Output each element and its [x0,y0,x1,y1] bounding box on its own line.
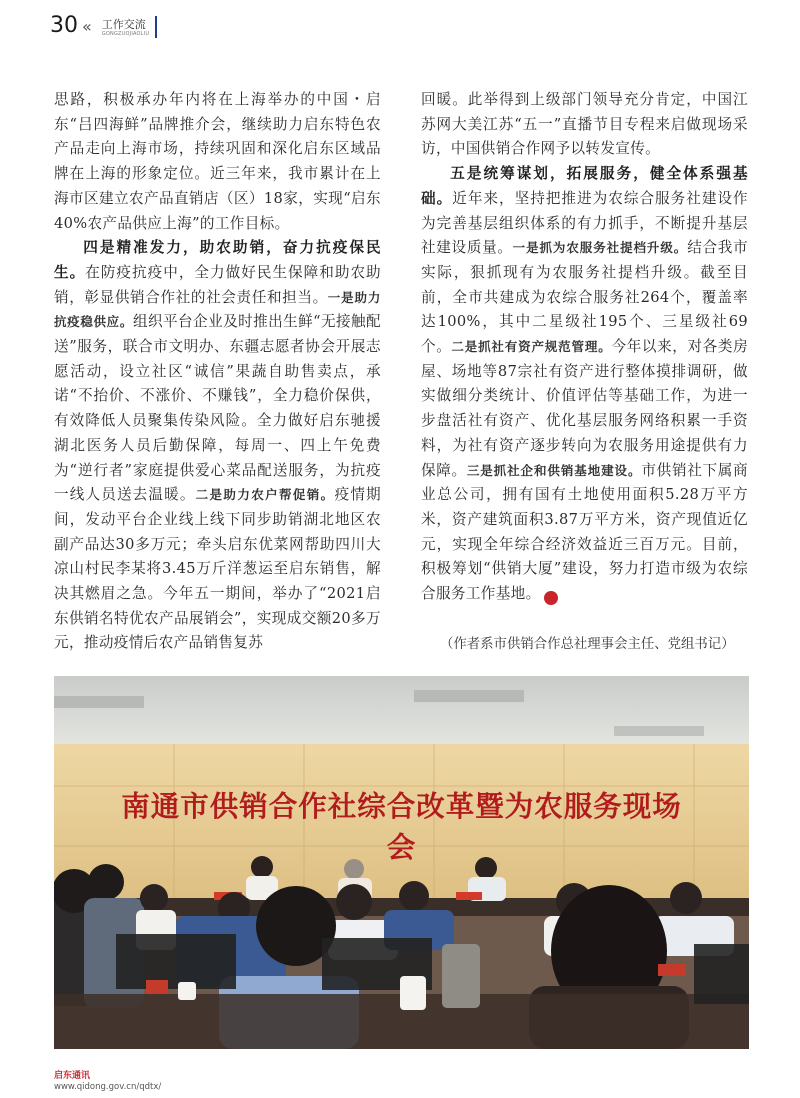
paragraph-text: 疫情期间，发动平台企业线上线下同步助销湖北地区农副产品达30多万元；牵头启东优菜网帮助四川大凉山村民李某将3.45万斤洋葱运至启东销售，解决其燃眉之急。今年五一期间，举办了“2021启东供销名特优农产品展销会”，实现成交额20多万元，推动疫情后农产品销售复苏 [54,486,381,652]
key-point: 二是助力农户帮促销。 [195,487,335,503]
key-point: 三是抓社企和供销基地建设。 [466,462,642,478]
air-vent [54,696,144,708]
paragraph: 回暖。此举得到上级部门领导充分肯定，中国江苏网大美江苏“五一”直播节目专程来启做现场采访，中国供销合作网予以转发宣传。 [421,91,748,158]
paragraph-text: 结合我市实际，狠抓现有为农服务社提档升级。截至目前，全市共建成为农综合服务社264个，覆盖率达100%，其中二星级社195个、三星级社69个。 [421,239,748,356]
paragraph-text: 市供销社下属商业总公司，拥有国有土地使用面积5.28万平方米，资产建筑面积3.87万平方米，资产现值近亿元，实现全年综合经济效益近三百万元。目前，积极筹划“供销大厦”建设，努力打造市级为农综合服务工作基地。 [421,461,748,603]
end-mark-icon: 启 [544,591,558,605]
page-footer [54,1071,161,1093]
chevron-left-icon: « [82,17,92,36]
air-vent [614,726,704,736]
author-note: （作者系市供销合作总社理事会主任、党组书记） [440,637,735,652]
footer-brand: 启东通讯 [54,1071,91,1081]
section-pinyin: GONGZUOJIAOLIU [101,31,150,37]
paragraph [421,162,748,607]
meeting-photo [54,676,749,1049]
section-heading: 五是统筹谋划，拓展服务，健全体系强基础。 [421,165,748,207]
air-vent [414,690,524,702]
section-label [102,18,149,38]
paragraph-text: 近年来，坚持把推进为农综合服务社建设作为完善基层组织体系的有力抓手，不断提升基层社建设质量。 [421,189,749,257]
key-point: 一是抓为农服务社提档升级。 [512,240,688,256]
section-heading: 四是精准发力，助农助销，奋力抗疫保民生。 [54,239,381,281]
article-column-right [421,88,748,607]
paragraph-text: 组织平台企业及时推出生鲜“无接触配送”服务，联合市文明办、东疆志愿者协会开展志愿活动，设立社区“诚信”果蔬自助售卖点，承诺“不抬价、不涨价、不赚钱”，全力稳价保供，有效降低人员聚集传染风险。全力做好启东驰援湖北医务人员后勤保障，每周一、四上午免费为“逆行者”家庭提供爱心菜品配送服务，为抗疫一线人员送去温暖。 [54,313,381,504]
meeting-banner: 南通市供销合作社综合改革暨为农服务现场会 [121,790,682,864]
footer-url[interactable]: www.qidong.gov.cn/qdtx/ [54,1082,162,1092]
paragraph-text: 今年以来，对各类房屋、场地等87宗社有资产进行整体摸排调研，做实做细分类统计、价值评估等基础工作，为进一步盘活社有资产、优化基层服务网络积累一手资料，为社有资产逐步转向为农服务用途提供有力保障。 [421,338,749,479]
section-title: 工作交流 [101,18,146,31]
article-column-left [54,88,381,656]
key-point: 一是助力抗疫稳供应。 [54,289,381,330]
page-number: 30 [50,13,78,38]
paragraph-text: 在防疫抗疫中，全力做好民生保障和助农助销，彰显供销合作社的社会责任和担当。 [54,263,382,306]
key-point: 二是抓社有资产规范管理。 [451,339,612,355]
paragraph: 思路，积极承办年内将在上海举办的中国・启东“吕四海鲜”品牌推介会，继续助力启东特色农产品走向上海市场，持续巩固和深化启东区域品牌在上海的形象定位。近三年来，我市累计在上海市区建立农产品直销店（区）18家，实现“启东40%农产品供应上海”的工作目标。 [54,91,381,232]
paragraph [54,236,381,656]
header-divider [155,16,157,38]
page-header [50,8,157,38]
